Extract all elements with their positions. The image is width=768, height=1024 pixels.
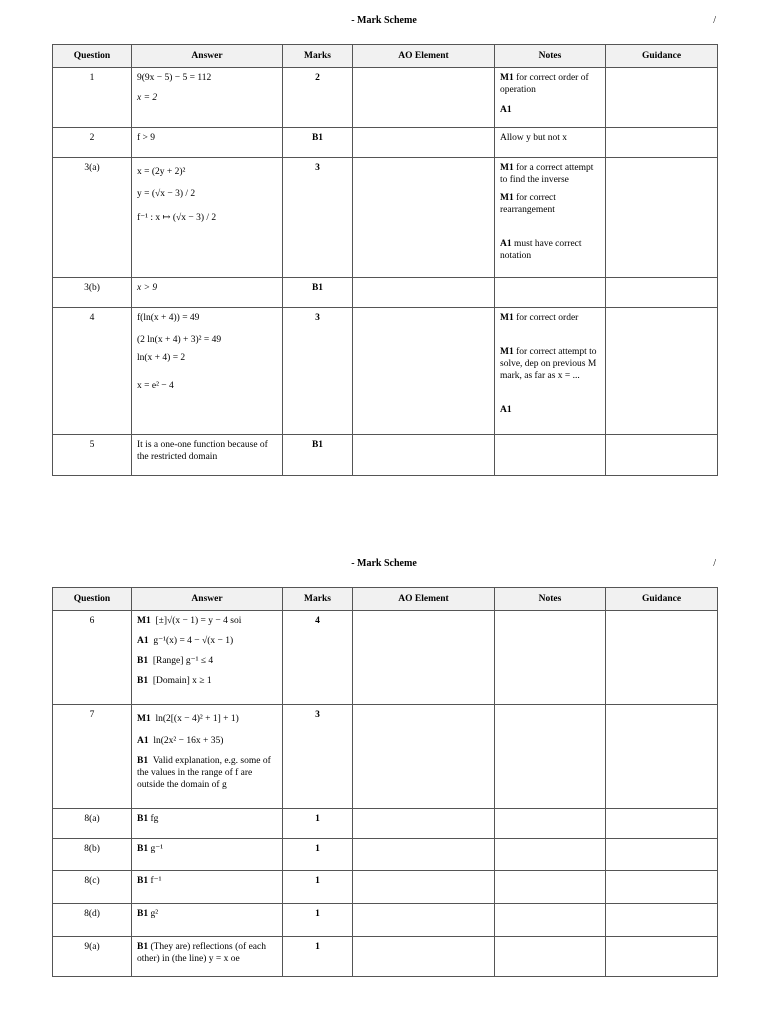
table-row	[53, 435, 718, 476]
marks-cell: 1	[283, 871, 353, 904]
table-row	[53, 611, 718, 705]
notes-cell	[495, 128, 606, 158]
mark-code: M1	[137, 714, 151, 724]
mark-code: M1	[500, 73, 514, 83]
answer-line: 9(9x − 5) − 5 = 112	[137, 73, 212, 83]
guidance-cell	[606, 128, 718, 158]
table-row	[53, 278, 718, 308]
table-row	[53, 904, 718, 937]
page-header	[0, 15, 768, 29]
mark-code: B1	[137, 676, 149, 686]
guidance-cell	[606, 68, 718, 128]
question-number: 4	[53, 308, 132, 435]
page-header	[0, 558, 768, 572]
guidance-cell	[606, 871, 718, 904]
guidance-cell	[606, 705, 718, 809]
answer-line: ln(2[(x − 4)² + 1] + 1)	[155, 714, 239, 724]
question-number: 9(a)	[53, 937, 132, 977]
table-header-row	[53, 588, 718, 611]
page-number-slash: /	[713, 558, 716, 569]
marks-cell: 2	[283, 68, 353, 128]
table-header-row	[53, 45, 718, 68]
column-header: Marks	[283, 588, 353, 611]
marks-cell: B1	[283, 128, 353, 158]
mark-scheme-table	[52, 587, 718, 977]
ao-element-cell	[353, 68, 495, 128]
column-header: Guidance	[606, 588, 718, 611]
note-text: for correct order	[513, 313, 579, 323]
marks-cell: 3	[283, 308, 353, 435]
note-text: for correct attempt to solve, dep on previous M mark, as far as x = ...	[500, 347, 597, 381]
guidance-cell	[606, 278, 718, 308]
guidance-cell	[606, 435, 718, 476]
answer-cell	[132, 839, 283, 871]
ao-element-cell	[353, 308, 495, 435]
marks-cell: 1	[283, 809, 353, 839]
marks-cell: B1	[283, 435, 353, 476]
guidance-cell	[606, 937, 718, 977]
mark-code: M1	[500, 313, 514, 323]
mark-scheme-table	[52, 44, 718, 476]
column-header: Answer	[132, 588, 283, 611]
question-number: 5	[53, 435, 132, 476]
question-number: 3(a)	[53, 158, 132, 278]
marks-cell: 1	[283, 904, 353, 937]
answer-line: f⁻¹	[150, 876, 162, 886]
column-header: Guidance	[606, 45, 718, 68]
note-text: must have correct notation	[500, 239, 582, 261]
guidance-cell	[606, 308, 718, 435]
ao-element-cell	[353, 158, 495, 278]
page-number-slash: /	[713, 15, 716, 26]
answer-line: x = 2	[137, 93, 158, 103]
table-row	[53, 68, 718, 128]
notes-cell	[495, 611, 606, 705]
table-row	[53, 937, 718, 977]
answer-line: [Domain] x ≥ 1	[152, 676, 212, 686]
mark-code: A1	[137, 636, 149, 646]
column-header: Marks	[283, 45, 353, 68]
notes-cell	[495, 158, 606, 278]
notes-cell	[495, 937, 606, 977]
guidance-cell	[606, 611, 718, 705]
notes-cell	[495, 705, 606, 809]
column-header: AO Element	[353, 588, 495, 611]
mark-code: B1	[137, 656, 149, 666]
marks-cell: 3	[283, 705, 353, 809]
notes-cell	[495, 278, 606, 308]
mark-code: M1	[500, 193, 514, 203]
ao-element-cell	[353, 871, 495, 904]
mark-code: M1	[500, 163, 514, 173]
table-row	[53, 871, 718, 904]
ao-element-cell	[353, 904, 495, 937]
answer-cell	[132, 435, 283, 476]
note-text: for correct order of operation	[500, 73, 589, 95]
table-row	[53, 705, 718, 809]
notes-cell	[495, 308, 606, 435]
answer-line: f(ln(x + 4)) = 49	[137, 313, 200, 323]
mark-code: B1	[137, 942, 149, 952]
question-number: 2	[53, 128, 132, 158]
mark-code: B1	[137, 814, 149, 824]
mark-code: M1	[137, 616, 151, 626]
ao-element-cell	[353, 937, 495, 977]
question-number: 8(c)	[53, 871, 132, 904]
answer-line: ln(x + 4) = 2	[137, 353, 186, 363]
ao-element-cell	[353, 839, 495, 871]
answer-cell	[132, 809, 283, 839]
mark-code: M1	[500, 347, 514, 357]
answer-cell	[132, 904, 283, 937]
answer-line: x > 9	[137, 283, 158, 293]
column-header: Notes	[495, 45, 606, 68]
note-text: for correct rearrangement	[500, 193, 556, 215]
question-number: 8(d)	[53, 904, 132, 937]
notes-cell	[495, 871, 606, 904]
guidance-cell	[606, 809, 718, 839]
answer-line: f > 9	[137, 133, 156, 143]
answer-line: f⁻¹ : x ↦ (√x − 3) / 2	[137, 213, 217, 223]
answer-cell	[132, 128, 283, 158]
question-number: 6	[53, 611, 132, 705]
answer-line: g²	[150, 909, 159, 919]
answer-line: Valid explanation, e.g. some of the values in the range of f are outside the domain of g	[137, 756, 271, 790]
answer-line: It is a one-one function because of the restricted domain	[137, 440, 268, 462]
answer-cell	[132, 68, 283, 128]
answer-line: (They are) reflections (of each other) in (the line) y = x oe	[137, 942, 266, 964]
answer-line: y = (√x − 3) / 2	[137, 189, 196, 199]
page-title: - Mark Scheme	[351, 558, 417, 569]
answer-cell	[132, 705, 283, 809]
guidance-cell	[606, 158, 718, 278]
note-text: Allow y but not x	[500, 133, 568, 143]
ao-element-cell	[353, 809, 495, 839]
answer-line: ln(2x² − 16x + 35)	[153, 736, 224, 746]
answer-cell	[132, 308, 283, 435]
mark-code: A1	[500, 105, 512, 115]
ao-element-cell	[353, 128, 495, 158]
mark-code: B1	[137, 844, 149, 854]
ao-element-cell	[353, 611, 495, 705]
note-text: for a correct attempt to find the inverse	[500, 163, 594, 185]
answer-line: [Range] g⁻¹ ≤ 4	[152, 656, 214, 666]
notes-cell	[495, 435, 606, 476]
answer-cell	[132, 278, 283, 308]
question-number: 1	[53, 68, 132, 128]
column-header: Question	[53, 588, 132, 611]
column-header: Notes	[495, 588, 606, 611]
answer-line: g⁻¹	[150, 844, 164, 854]
answer-line: fg	[150, 814, 159, 824]
answer-line: (2 ln(x + 4) + 3)² = 49	[137, 335, 222, 345]
marks-cell: 1	[283, 937, 353, 977]
table-row	[53, 158, 718, 278]
notes-cell	[495, 904, 606, 937]
mark-code: B1	[137, 909, 149, 919]
notes-cell	[495, 68, 606, 128]
answer-line: [±]√(x − 1) = y − 4 soi	[155, 616, 242, 626]
answer-cell	[132, 611, 283, 705]
column-header: AO Element	[353, 45, 495, 68]
question-number: 8(b)	[53, 839, 132, 871]
guidance-cell	[606, 904, 718, 937]
question-number: 3(b)	[53, 278, 132, 308]
mark-code: B1	[137, 756, 149, 766]
ao-element-cell	[353, 705, 495, 809]
table-row	[53, 839, 718, 871]
column-header: Answer	[132, 45, 283, 68]
answer-cell	[132, 871, 283, 904]
marks-cell: 4	[283, 611, 353, 705]
page-title: - Mark Scheme	[351, 15, 417, 26]
ao-element-cell	[353, 435, 495, 476]
table-row	[53, 128, 718, 158]
answer-cell	[132, 937, 283, 977]
mark-code: A1	[137, 736, 149, 746]
mark-code: A1	[500, 239, 512, 249]
marks-cell: 3	[283, 158, 353, 278]
notes-cell	[495, 839, 606, 871]
question-number: 8(a)	[53, 809, 132, 839]
mark-code: A1	[500, 405, 512, 415]
answer-line: g⁻¹(x) = 4 − √(x − 1)	[153, 636, 234, 646]
guidance-cell	[606, 839, 718, 871]
marks-cell: B1	[283, 278, 353, 308]
question-number: 7	[53, 705, 132, 809]
mark-code: B1	[137, 876, 149, 886]
notes-cell	[495, 809, 606, 839]
table-row	[53, 809, 718, 839]
answer-cell	[132, 158, 283, 278]
table-row	[53, 308, 718, 435]
marks-cell: 1	[283, 839, 353, 871]
answer-line: x = (2y + 2)²	[137, 167, 186, 177]
ao-element-cell	[353, 278, 495, 308]
answer-line: x = e² − 4	[137, 381, 174, 391]
column-header: Question	[53, 45, 132, 68]
